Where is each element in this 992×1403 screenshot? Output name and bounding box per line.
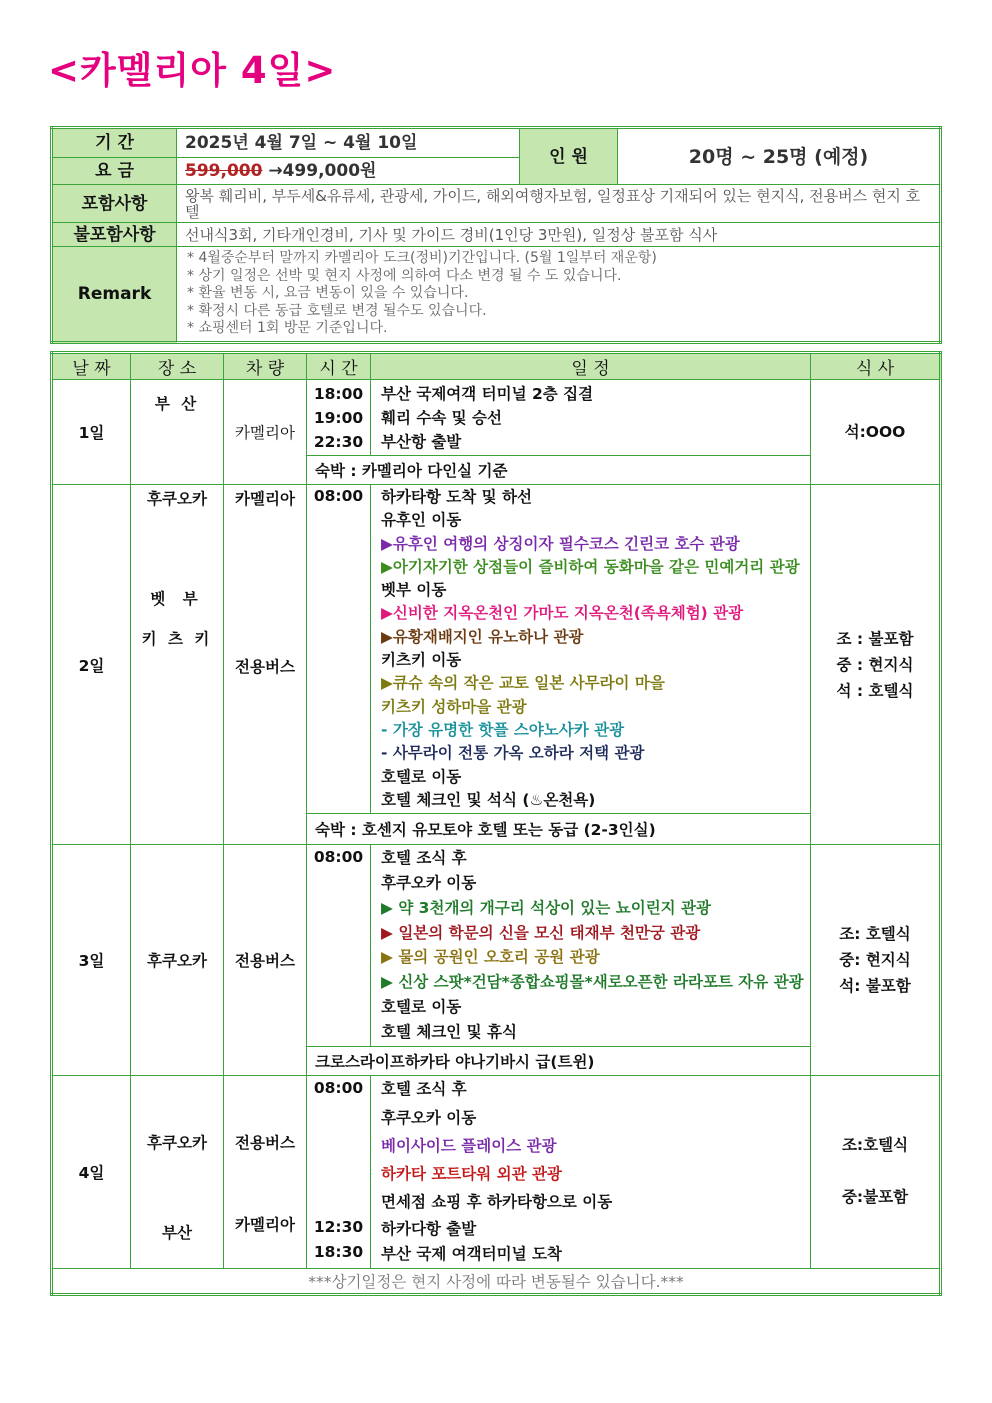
header-place: 장 소 bbox=[131, 353, 224, 380]
header-itinerary: 일 정 bbox=[371, 353, 811, 380]
day4-times bbox=[307, 1075, 371, 1268]
day3-events bbox=[371, 845, 811, 1046]
event-item: 하카타 포트타워 외관 관광 bbox=[381, 1164, 562, 1183]
remark-item: * 4월중순부터 말까지 카멜리아 도크(정비)기간입니다. (5월 1일부터 재운항) bbox=[187, 250, 657, 267]
price-label: 요 금 bbox=[52, 158, 177, 185]
time-cell: 18:00 bbox=[313, 384, 364, 403]
page-title: <카멜리아 4일> bbox=[48, 49, 337, 92]
day3-meals bbox=[811, 845, 941, 1075]
header-meal: 식 사 bbox=[811, 353, 941, 380]
day2-label: 2일 bbox=[52, 485, 131, 845]
event-item: ▶ 물의 공원인 오호리 공원 관광 bbox=[381, 948, 600, 967]
day3-time: 08:00 bbox=[307, 845, 371, 1046]
day3-stay: 크로스라이프하카타 야나기바시 급(트윈) bbox=[307, 1046, 811, 1075]
old-price: 599,000 bbox=[185, 161, 263, 181]
day2-vehicle-2: 전용버스 bbox=[235, 658, 295, 676]
remark-item: * 쇼핑센터 1회 방문 기준입니다. bbox=[187, 320, 388, 337]
schedule-table bbox=[50, 351, 942, 1296]
day4-vehicles bbox=[224, 1075, 307, 1268]
time-cell: 08:00 bbox=[313, 1078, 364, 1097]
time-cell: 18:30 bbox=[313, 1242, 364, 1261]
remark-list bbox=[177, 247, 941, 343]
event-item: ▶ 약 3천개의 개구리 석상이 있는 뇨이린지 관광 bbox=[381, 898, 711, 917]
event-item: 훼리 수속 및 승선 bbox=[381, 408, 503, 427]
event-item: 호텔 조식 후 bbox=[381, 849, 467, 868]
meal-item: 조: 호텔식 bbox=[839, 924, 911, 943]
event-item: - 가장 유명한 핫플 스야노사카 관광 bbox=[381, 720, 625, 739]
header-vehicle: 차 량 bbox=[224, 353, 307, 380]
new-price: →499,000원 bbox=[262, 161, 377, 181]
remark-item: * 환율 변동 시, 요금 변동이 있을 수 있습니다. bbox=[187, 285, 469, 302]
event-item: 키츠키 이동 bbox=[381, 651, 462, 670]
day2-place-3: 키 츠 키 bbox=[141, 630, 213, 648]
people-label: 인 원 bbox=[520, 128, 618, 185]
meal-item: 중 : 현지식 bbox=[836, 655, 914, 674]
time-cell: 12:30 bbox=[313, 1217, 364, 1236]
info-table bbox=[50, 126, 942, 344]
meal-item: 중:불포함 bbox=[841, 1187, 909, 1206]
event-item: 부산항 출발 bbox=[381, 432, 462, 451]
event-item: ▶큐슈 속의 작은 교토 일본 사무라이 마을 bbox=[381, 674, 665, 693]
event-item: 키츠키 성하마을 관광 bbox=[381, 697, 527, 716]
meal-item: 조 : 불포함 bbox=[836, 629, 914, 648]
event-item: 호텔로 이동 bbox=[381, 767, 462, 786]
remark-label: Remark bbox=[52, 247, 177, 343]
event-item: 유후인 이동 bbox=[381, 511, 462, 530]
event-item: 베이사이드 플레이스 관광 bbox=[381, 1136, 557, 1155]
included-label: 포함사항 bbox=[52, 185, 177, 223]
event-item: 부산 국제여객 터미널 2층 집결 bbox=[381, 384, 594, 403]
day2-time: 08:00 bbox=[307, 485, 371, 814]
day2-vehicle-1: 카멜리아 bbox=[235, 490, 295, 508]
day1-place: 부 산 bbox=[131, 380, 224, 485]
day4-place-1: 후쿠오카 bbox=[147, 1133, 207, 1152]
excluded-value: 선내식3회, 기타개인경비, 기사 및 가이드 경비(1인당 3만원), 일정상 불포함 식사 bbox=[177, 223, 941, 247]
day3-vehicle: 전용버스 bbox=[224, 845, 307, 1075]
meal-item: 석: 불포함 bbox=[839, 976, 911, 995]
period-value: 2025년 4월 7일 ~ 4월 10일 bbox=[177, 128, 520, 158]
included-value: 왕복 훼리비, 부두세&유류세, 관광세, 가이드, 해외여행자보험, 일정표상 기재되어 있는 현지식, 전용버스 현지 호텔 bbox=[177, 185, 941, 223]
event-item: 호텔 조식 후 bbox=[381, 1079, 467, 1098]
event-item: ▶ 일본의 학문의 신을 모신 태재부 천만궁 관광 bbox=[381, 923, 701, 942]
event-item: 후쿠오카 이동 bbox=[381, 873, 477, 892]
time-cell: 22:30 bbox=[313, 432, 364, 451]
event-item: 호텔 체크인 및 석식 (♨온천욕) bbox=[381, 790, 596, 809]
day2-place-1: 후쿠오카 bbox=[147, 490, 207, 508]
day2-meals bbox=[811, 485, 941, 845]
price-value bbox=[177, 158, 520, 185]
day1-events bbox=[371, 380, 811, 456]
meal-item: 조:호텔식 bbox=[841, 1135, 909, 1154]
period-label: 기 간 bbox=[52, 128, 177, 158]
event-item: 하카타항 도착 및 하선 bbox=[381, 488, 532, 506]
event-item: 호텔로 이동 bbox=[381, 997, 462, 1016]
day2-place-2: 벳 부 bbox=[150, 590, 204, 608]
remark-item: * 상기 일정은 선박 및 현지 사정에 의하여 다소 변경 될 수 도 있습니다. bbox=[187, 267, 622, 284]
event-item: 면세점 쇼핑 후 하카타항으로 이동 bbox=[381, 1192, 613, 1211]
time-cell: 19:00 bbox=[313, 408, 364, 427]
schedule-footer: ***상기일정은 현지 사정에 따라 변동될수 있습니다.*** bbox=[52, 1268, 941, 1294]
event-item: ▶신비한 지옥온천인 가마도 지옥온천(족욕체험) 관광 bbox=[381, 604, 744, 623]
event-item: 하카다항 출발 bbox=[381, 1219, 477, 1238]
event-item: 벳부 이동 bbox=[381, 581, 447, 600]
people-value: 20명 ~ 25명 (예정) bbox=[618, 128, 941, 185]
event-item: 후쿠오카 이동 bbox=[381, 1108, 477, 1127]
day1-label: 1일 bbox=[52, 380, 131, 485]
meal-item: 중: 현지식 bbox=[839, 950, 911, 969]
meal-item: 석 : 호텔식 bbox=[836, 681, 914, 700]
header-date: 날 짜 bbox=[52, 353, 131, 380]
day2-places bbox=[131, 485, 224, 845]
event-item: 부산 국제 여객터미널 도착 bbox=[381, 1244, 562, 1263]
excluded-label: 불포함사항 bbox=[52, 223, 177, 247]
day2-events bbox=[371, 485, 811, 814]
day2-stay: 숙박 : 호센지 유모토야 호텔 또는 동급 (2-3인실) bbox=[307, 814, 811, 845]
day4-vehicle-2: 카멜리아 bbox=[235, 1215, 295, 1234]
event-item: ▶아기자기한 상점들이 즐비하여 동화마을 같은 민예거리 관광 bbox=[381, 557, 800, 576]
day4-place-2: 부산 bbox=[162, 1223, 192, 1242]
day4-label: 4일 bbox=[52, 1075, 131, 1268]
event-item: 호텔 체크인 및 휴식 bbox=[381, 1022, 517, 1041]
day1-meal: 석:OOO bbox=[811, 380, 941, 485]
header-time: 시 간 bbox=[307, 353, 371, 380]
day4-meals bbox=[811, 1075, 941, 1268]
event-item: ▶ 신상 스팟*건담*종합쇼핑몰*새로오픈한 라라포트 자유 관광 bbox=[381, 973, 804, 992]
day4-vehicle-1: 전용버스 bbox=[235, 1133, 295, 1152]
event-item: - 사무라이 전통 가옥 오하라 저택 관광 bbox=[381, 744, 645, 763]
event-item: ▶유후인 여행의 상징이자 필수코스 긴린코 호수 관광 bbox=[381, 534, 740, 553]
day3-place: 후쿠오카 bbox=[131, 845, 224, 1075]
remark-item: * 확정시 다른 동급 호텔로 변경 될수도 있습니다. bbox=[187, 302, 487, 319]
day3-label: 3일 bbox=[52, 845, 131, 1075]
day4-events bbox=[371, 1075, 811, 1268]
day1-vehicle: 카멜리아 bbox=[224, 380, 307, 485]
day2-vehicles bbox=[224, 485, 307, 845]
day1-stay: 숙박 : 카멜리아 다인실 기준 bbox=[307, 456, 811, 485]
event-item: ▶유황재배지인 유노하나 관광 bbox=[381, 627, 584, 646]
day1-times bbox=[307, 380, 371, 456]
day4-places bbox=[131, 1075, 224, 1268]
